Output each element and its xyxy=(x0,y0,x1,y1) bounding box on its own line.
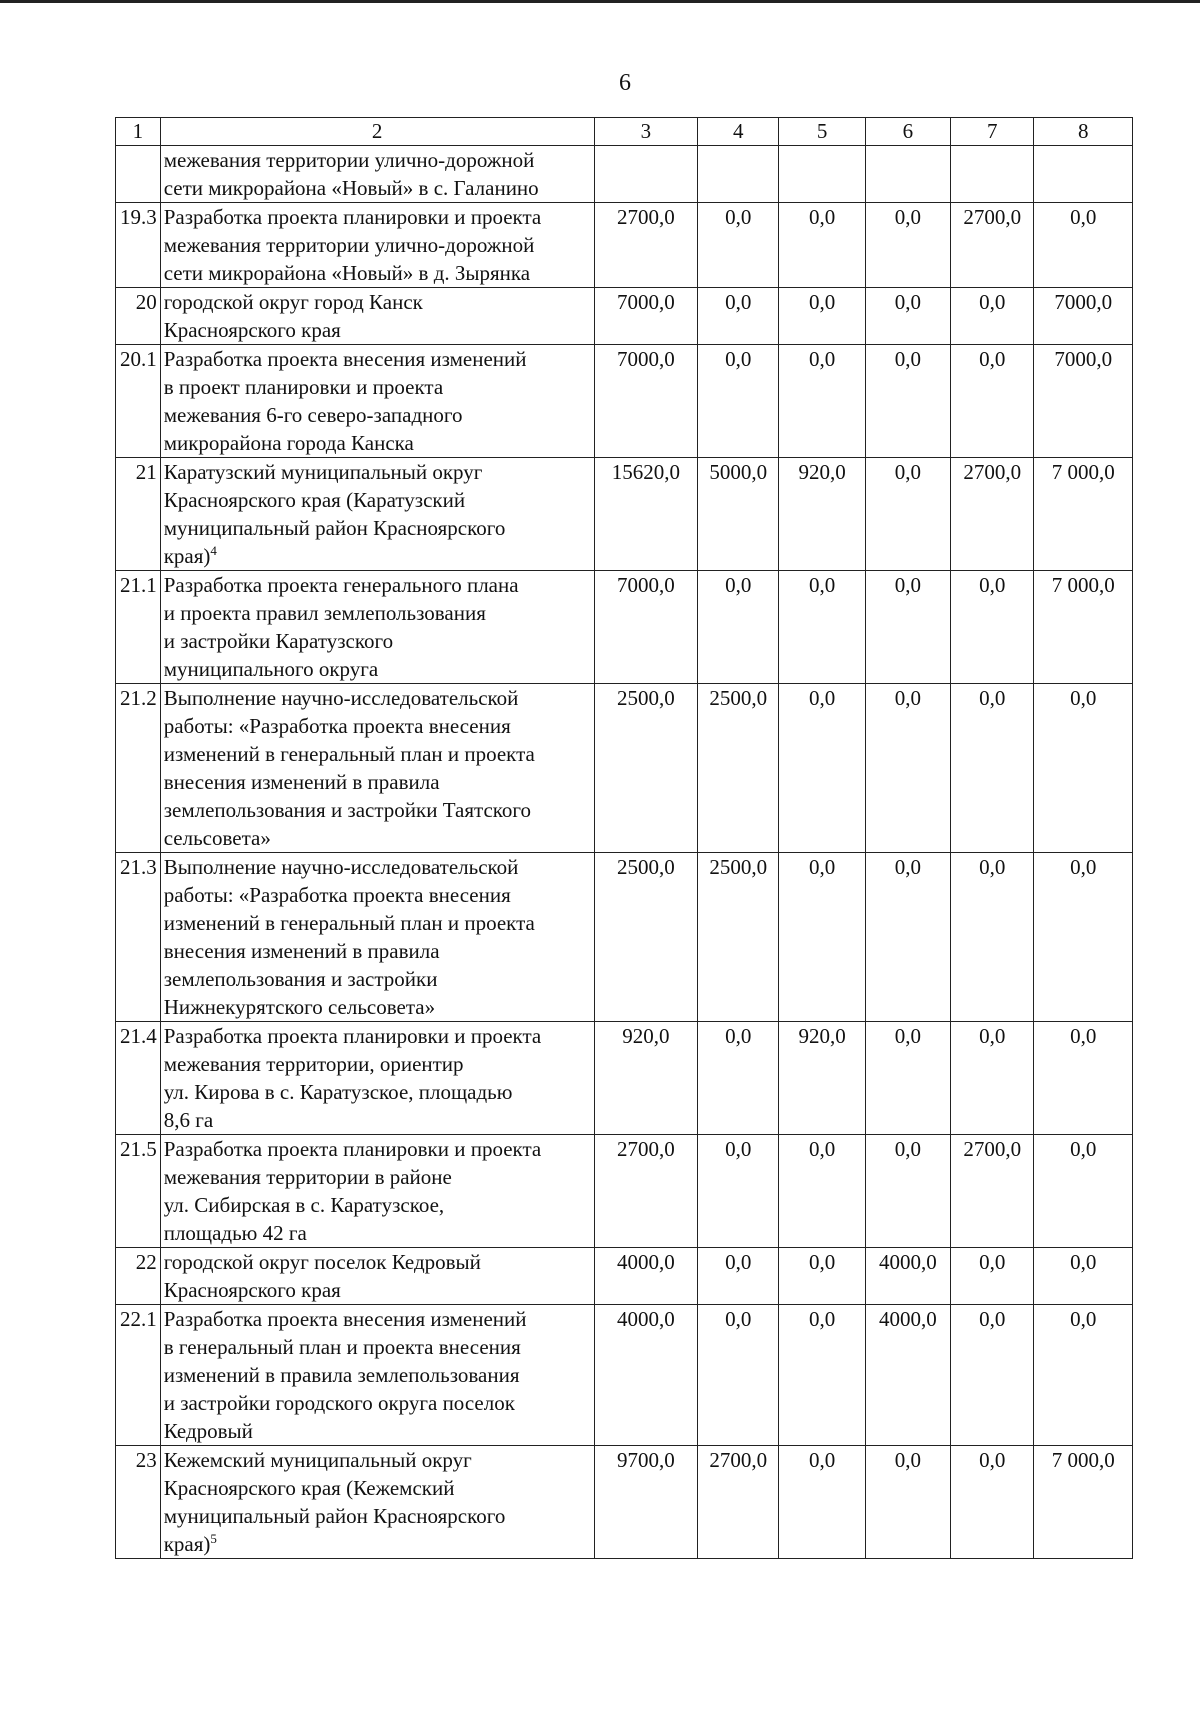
value-cell-col-7: 0,0 xyxy=(951,288,1034,345)
description-line xyxy=(164,1474,591,1502)
page-number: 6 xyxy=(619,70,631,96)
description-text: края) xyxy=(163,1532,211,1556)
description-line xyxy=(164,599,591,627)
footnote-reference: 5 xyxy=(210,1531,217,1546)
value-cell-col-8: 7000,0 xyxy=(1034,345,1133,458)
description-text: городской округ поселок Кедровый xyxy=(163,1250,481,1274)
description-text: Кедровый xyxy=(163,1419,253,1443)
value-cell-col-4: 0,0 xyxy=(698,288,779,345)
description-text: в проект планировки и проекта xyxy=(163,375,444,399)
table-body xyxy=(116,118,1133,1559)
description-text: Разработка проекта генерального плана xyxy=(163,573,519,597)
value-cell-col-6 xyxy=(865,146,950,203)
value-cell-col-6: 0,0 xyxy=(865,853,950,1022)
description-line xyxy=(164,1305,591,1333)
description-line xyxy=(164,1106,591,1134)
value-cell-col-8: 0,0 xyxy=(1034,1135,1133,1248)
value-cell-col-3: 7000,0 xyxy=(594,288,698,345)
description-line xyxy=(164,1248,591,1276)
value-cell-col-8 xyxy=(1034,146,1133,203)
value-cell-col-3 xyxy=(594,146,698,203)
value-cell-col-5 xyxy=(779,146,865,203)
description-text: Кежемский муниципальный округ xyxy=(163,1448,472,1472)
value-cell-col-8: 0,0 xyxy=(1034,853,1133,1022)
value-cell-col-3: 4000,0 xyxy=(594,1305,698,1446)
description-text: межевания территории в районе xyxy=(163,1165,452,1189)
value-cell-col-7 xyxy=(951,146,1034,203)
footnote-reference: 4 xyxy=(210,543,217,558)
description-line xyxy=(164,627,591,655)
value-cell-col-7: 2700,0 xyxy=(951,203,1034,288)
description-text: микрорайона города Канска xyxy=(163,431,414,455)
description-line xyxy=(164,1417,591,1445)
row-description-cell xyxy=(160,288,594,345)
value-cell-col-4: 0,0 xyxy=(698,1135,779,1248)
description-text: и проекта правил землепользования xyxy=(163,601,486,625)
row-number-cell xyxy=(116,146,161,203)
row-description-cell xyxy=(160,684,594,853)
value-cell-col-7: 0,0 xyxy=(951,684,1034,853)
description-line xyxy=(164,881,591,909)
value-cell-col-6: 0,0 xyxy=(865,684,950,853)
row-description-cell xyxy=(160,1248,594,1305)
description-line xyxy=(164,316,591,344)
value-cell-col-3: 2500,0 xyxy=(594,684,698,853)
description-line xyxy=(164,259,591,287)
description-line xyxy=(164,824,591,852)
row-number-cell: 21.4 xyxy=(116,1022,161,1135)
description-line xyxy=(164,458,591,486)
description-text: муниципальный район Красноярского xyxy=(163,1504,506,1528)
description-line xyxy=(164,429,591,457)
description-text: Красноярского края xyxy=(163,1278,341,1302)
description-line xyxy=(164,768,591,796)
description-line xyxy=(164,1219,591,1247)
row-description-cell xyxy=(160,1305,594,1446)
row-number-cell: 21.5 xyxy=(116,1135,161,1248)
value-cell-col-7: 0,0 xyxy=(951,1305,1034,1446)
description-line xyxy=(164,993,591,1021)
description-text: муниципальный район Красноярского xyxy=(163,516,506,540)
value-cell-col-6: 4000,0 xyxy=(865,1305,950,1446)
description-text: межевания 6-го северо-западного xyxy=(163,403,463,427)
value-cell-col-3: 9700,0 xyxy=(594,1446,698,1559)
description-text: сети микрорайона «Новый» в д. Зырянка xyxy=(163,261,531,285)
value-cell-col-5: 920,0 xyxy=(779,1022,865,1135)
table-row xyxy=(116,1248,1133,1305)
header-cell-3: 3 xyxy=(594,118,698,146)
description-text: Разработка проекта планировки и проекта xyxy=(163,205,542,229)
description-text: городской округ город Канск xyxy=(163,290,423,314)
description-line xyxy=(164,1361,591,1389)
row-description-cell xyxy=(160,458,594,571)
header-cell-4: 4 xyxy=(698,118,779,146)
row-description-cell xyxy=(160,1135,594,1248)
table-row xyxy=(116,684,1133,853)
value-cell-col-3: 7000,0 xyxy=(594,345,698,458)
row-description-cell xyxy=(160,571,594,684)
description-text: и застройки городского округа поселок xyxy=(163,1391,515,1415)
value-cell-col-7: 2700,0 xyxy=(951,458,1034,571)
description-line xyxy=(164,1502,591,1530)
description-line xyxy=(164,796,591,824)
top-border-line xyxy=(0,0,1200,3)
description-line xyxy=(164,514,591,542)
description-text: межевания территории, ориентир xyxy=(163,1052,464,1076)
description-line xyxy=(164,174,591,202)
row-number-cell: 22 xyxy=(116,1248,161,1305)
value-cell-col-4: 0,0 xyxy=(698,1248,779,1305)
description-line xyxy=(164,1022,591,1050)
description-text: Разработка проекта планировки и проекта xyxy=(163,1024,542,1048)
row-number-cell: 23 xyxy=(116,1446,161,1559)
value-cell-col-4: 0,0 xyxy=(698,1305,779,1446)
description-line xyxy=(164,571,591,599)
table-row xyxy=(116,1305,1133,1446)
description-line xyxy=(164,542,591,570)
table-row xyxy=(116,345,1133,458)
description-line xyxy=(164,1333,591,1361)
description-line xyxy=(164,1135,591,1163)
value-cell-col-4: 5000,0 xyxy=(698,458,779,571)
value-cell-col-7: 0,0 xyxy=(951,1022,1034,1135)
description-text: края) xyxy=(163,544,211,568)
value-cell-col-5: 0,0 xyxy=(779,684,865,853)
description-text: ул. Кирова в с. Каратузское, площадью xyxy=(163,1080,513,1104)
header-cell-8: 8 xyxy=(1034,118,1133,146)
value-cell-col-6: 0,0 xyxy=(865,571,950,684)
header-cell-6: 6 xyxy=(865,118,950,146)
value-cell-col-5: 0,0 xyxy=(779,345,865,458)
description-line xyxy=(164,1389,591,1417)
value-cell-col-5: 0,0 xyxy=(779,288,865,345)
row-number-cell: 21.2 xyxy=(116,684,161,853)
description-line xyxy=(164,401,591,429)
row-description-cell xyxy=(160,146,594,203)
value-cell-col-8: 7 000,0 xyxy=(1034,458,1133,571)
table-row xyxy=(116,288,1133,345)
description-text: Красноярского края xyxy=(163,318,341,342)
description-text: землепользования и застройки Таятского xyxy=(163,798,531,822)
description-line xyxy=(164,740,591,768)
value-cell-col-8: 7 000,0 xyxy=(1034,571,1133,684)
value-cell-col-8: 7000,0 xyxy=(1034,288,1133,345)
value-cell-col-4: 0,0 xyxy=(698,345,779,458)
value-cell-col-5: 0,0 xyxy=(779,1135,865,1248)
description-line xyxy=(164,655,591,683)
description-text: изменений в правила землепользования xyxy=(163,1363,520,1387)
value-cell-col-6: 0,0 xyxy=(865,1022,950,1135)
description-line xyxy=(164,1276,591,1304)
description-text: землепользования и застройки xyxy=(163,967,438,991)
description-line xyxy=(164,231,591,259)
value-cell-col-6: 0,0 xyxy=(865,288,950,345)
description-text: Красноярского края (Каратузский xyxy=(163,488,466,512)
value-cell-col-7: 0,0 xyxy=(951,1446,1034,1559)
value-cell-col-7: 0,0 xyxy=(951,853,1034,1022)
value-cell-col-8: 0,0 xyxy=(1034,1305,1133,1446)
description-text: Красноярского края (Кежемский xyxy=(163,1476,455,1500)
description-text: межевания территории улично-дорожной xyxy=(163,148,535,172)
value-cell-col-4: 0,0 xyxy=(698,1022,779,1135)
row-number-cell: 20.1 xyxy=(116,345,161,458)
row-number-cell: 22.1 xyxy=(116,1305,161,1446)
table-row xyxy=(116,1446,1133,1559)
description-text: межевания территории улично-дорожной xyxy=(163,233,535,257)
description-line xyxy=(164,1530,591,1558)
value-cell-col-6: 0,0 xyxy=(865,203,950,288)
table-header-row xyxy=(116,118,1133,146)
value-cell-col-3: 920,0 xyxy=(594,1022,698,1135)
value-cell-col-8: 0,0 xyxy=(1034,203,1133,288)
description-text: Выполнение научно-исследовательской xyxy=(163,855,519,879)
value-cell-col-4: 2500,0 xyxy=(698,684,779,853)
description-line xyxy=(164,684,591,712)
description-text: изменений в генеральный план и проекта xyxy=(163,911,535,935)
value-cell-col-4: 2500,0 xyxy=(698,853,779,1022)
table-row xyxy=(116,853,1133,1022)
description-line xyxy=(164,965,591,993)
description-line xyxy=(164,937,591,965)
row-description-cell xyxy=(160,345,594,458)
header-cell-7: 7 xyxy=(951,118,1034,146)
description-text: внесения изменений в правила xyxy=(163,939,440,963)
row-number-cell: 19.3 xyxy=(116,203,161,288)
value-cell-col-6: 4000,0 xyxy=(865,1248,950,1305)
description-line xyxy=(164,486,591,514)
description-line xyxy=(164,1163,591,1191)
description-text: сети микрорайона «Новый» в с. Галанино xyxy=(163,176,539,200)
description-text: Разработка проекта внесения изменений xyxy=(163,347,527,371)
budget-table xyxy=(115,117,1133,1559)
value-cell-col-7: 0,0 xyxy=(951,345,1034,458)
row-description-cell xyxy=(160,1022,594,1135)
description-text: 8,6 га xyxy=(163,1108,214,1132)
value-cell-col-8: 0,0 xyxy=(1034,684,1133,853)
header-cell-5: 5 xyxy=(779,118,865,146)
description-text: сельсовета» xyxy=(163,826,271,850)
description-text: муниципального округа xyxy=(163,657,379,681)
value-cell-col-5: 0,0 xyxy=(779,1248,865,1305)
table-row xyxy=(116,458,1133,571)
description-line xyxy=(164,1191,591,1219)
table-row xyxy=(116,146,1133,203)
description-text: в генеральный план и проекта внесения xyxy=(163,1335,521,1359)
header-cell-2: 2 xyxy=(160,118,594,146)
description-text: изменений в генеральный план и проекта xyxy=(163,742,535,766)
value-cell-col-5: 0,0 xyxy=(779,203,865,288)
description-line xyxy=(164,909,591,937)
row-number-cell: 21.1 xyxy=(116,571,161,684)
description-line xyxy=(164,288,591,316)
description-line xyxy=(164,345,591,373)
description-line xyxy=(164,712,591,740)
value-cell-col-7: 0,0 xyxy=(951,571,1034,684)
description-line xyxy=(164,1078,591,1106)
value-cell-col-3: 2700,0 xyxy=(594,1135,698,1248)
row-description-cell xyxy=(160,1446,594,1559)
row-number-cell: 21 xyxy=(116,458,161,571)
table-row xyxy=(116,1135,1133,1248)
value-cell-col-3: 7000,0 xyxy=(594,571,698,684)
description-text: Разработка проекта планировки и проекта xyxy=(163,1137,542,1161)
table-row xyxy=(116,571,1133,684)
value-cell-col-5: 0,0 xyxy=(779,1446,865,1559)
value-cell-col-6: 0,0 xyxy=(865,345,950,458)
description-line xyxy=(164,373,591,401)
row-number-cell: 21.3 xyxy=(116,853,161,1022)
description-text: Каратузский муниципальный округ xyxy=(163,460,483,484)
value-cell-col-5: 920,0 xyxy=(779,458,865,571)
description-text: Разработка проекта внесения изменений xyxy=(163,1307,527,1331)
value-cell-col-8: 0,0 xyxy=(1034,1022,1133,1135)
value-cell-col-8: 7 000,0 xyxy=(1034,1446,1133,1559)
value-cell-col-3: 2700,0 xyxy=(594,203,698,288)
value-cell-col-6: 0,0 xyxy=(865,1135,950,1248)
description-line xyxy=(164,203,591,231)
value-cell-col-7: 2700,0 xyxy=(951,1135,1034,1248)
description-text: площадью 42 га xyxy=(163,1221,307,1245)
description-text: Нижнекурятского сельсовета» xyxy=(163,995,436,1019)
header-cell-1: 1 xyxy=(116,118,161,146)
value-cell-col-5: 0,0 xyxy=(779,853,865,1022)
description-text: Выполнение научно-исследовательской xyxy=(163,686,519,710)
value-cell-col-4: 0,0 xyxy=(698,203,779,288)
value-cell-col-5: 0,0 xyxy=(779,571,865,684)
description-text: внесения изменений в правила xyxy=(163,770,440,794)
row-description-cell xyxy=(160,853,594,1022)
value-cell-col-7: 0,0 xyxy=(951,1248,1034,1305)
value-cell-col-5: 0,0 xyxy=(779,1305,865,1446)
description-line xyxy=(164,853,591,881)
value-cell-col-4: 0,0 xyxy=(698,571,779,684)
table-row xyxy=(116,1022,1133,1135)
value-cell-col-3: 2500,0 xyxy=(594,853,698,1022)
description-line xyxy=(164,146,591,174)
value-cell-col-6: 0,0 xyxy=(865,458,950,571)
value-cell-col-4: 2700,0 xyxy=(698,1446,779,1559)
value-cell-col-6: 0,0 xyxy=(865,1446,950,1559)
table-row xyxy=(116,203,1133,288)
value-cell-col-8: 0,0 xyxy=(1034,1248,1133,1305)
value-cell-col-3: 4000,0 xyxy=(594,1248,698,1305)
description-text: и застройки Каратузского xyxy=(163,629,394,653)
description-text: ул. Сибирская в с. Каратузское, xyxy=(163,1193,445,1217)
description-text: работы: «Разработка проекта внесения xyxy=(163,883,511,907)
value-cell-col-3: 15620,0 xyxy=(594,458,698,571)
description-text: работы: «Разработка проекта внесения xyxy=(163,714,511,738)
description-line xyxy=(164,1050,591,1078)
value-cell-col-4 xyxy=(698,146,779,203)
row-description-cell xyxy=(160,203,594,288)
row-number-cell: 20 xyxy=(116,288,161,345)
description-line xyxy=(164,1446,591,1474)
